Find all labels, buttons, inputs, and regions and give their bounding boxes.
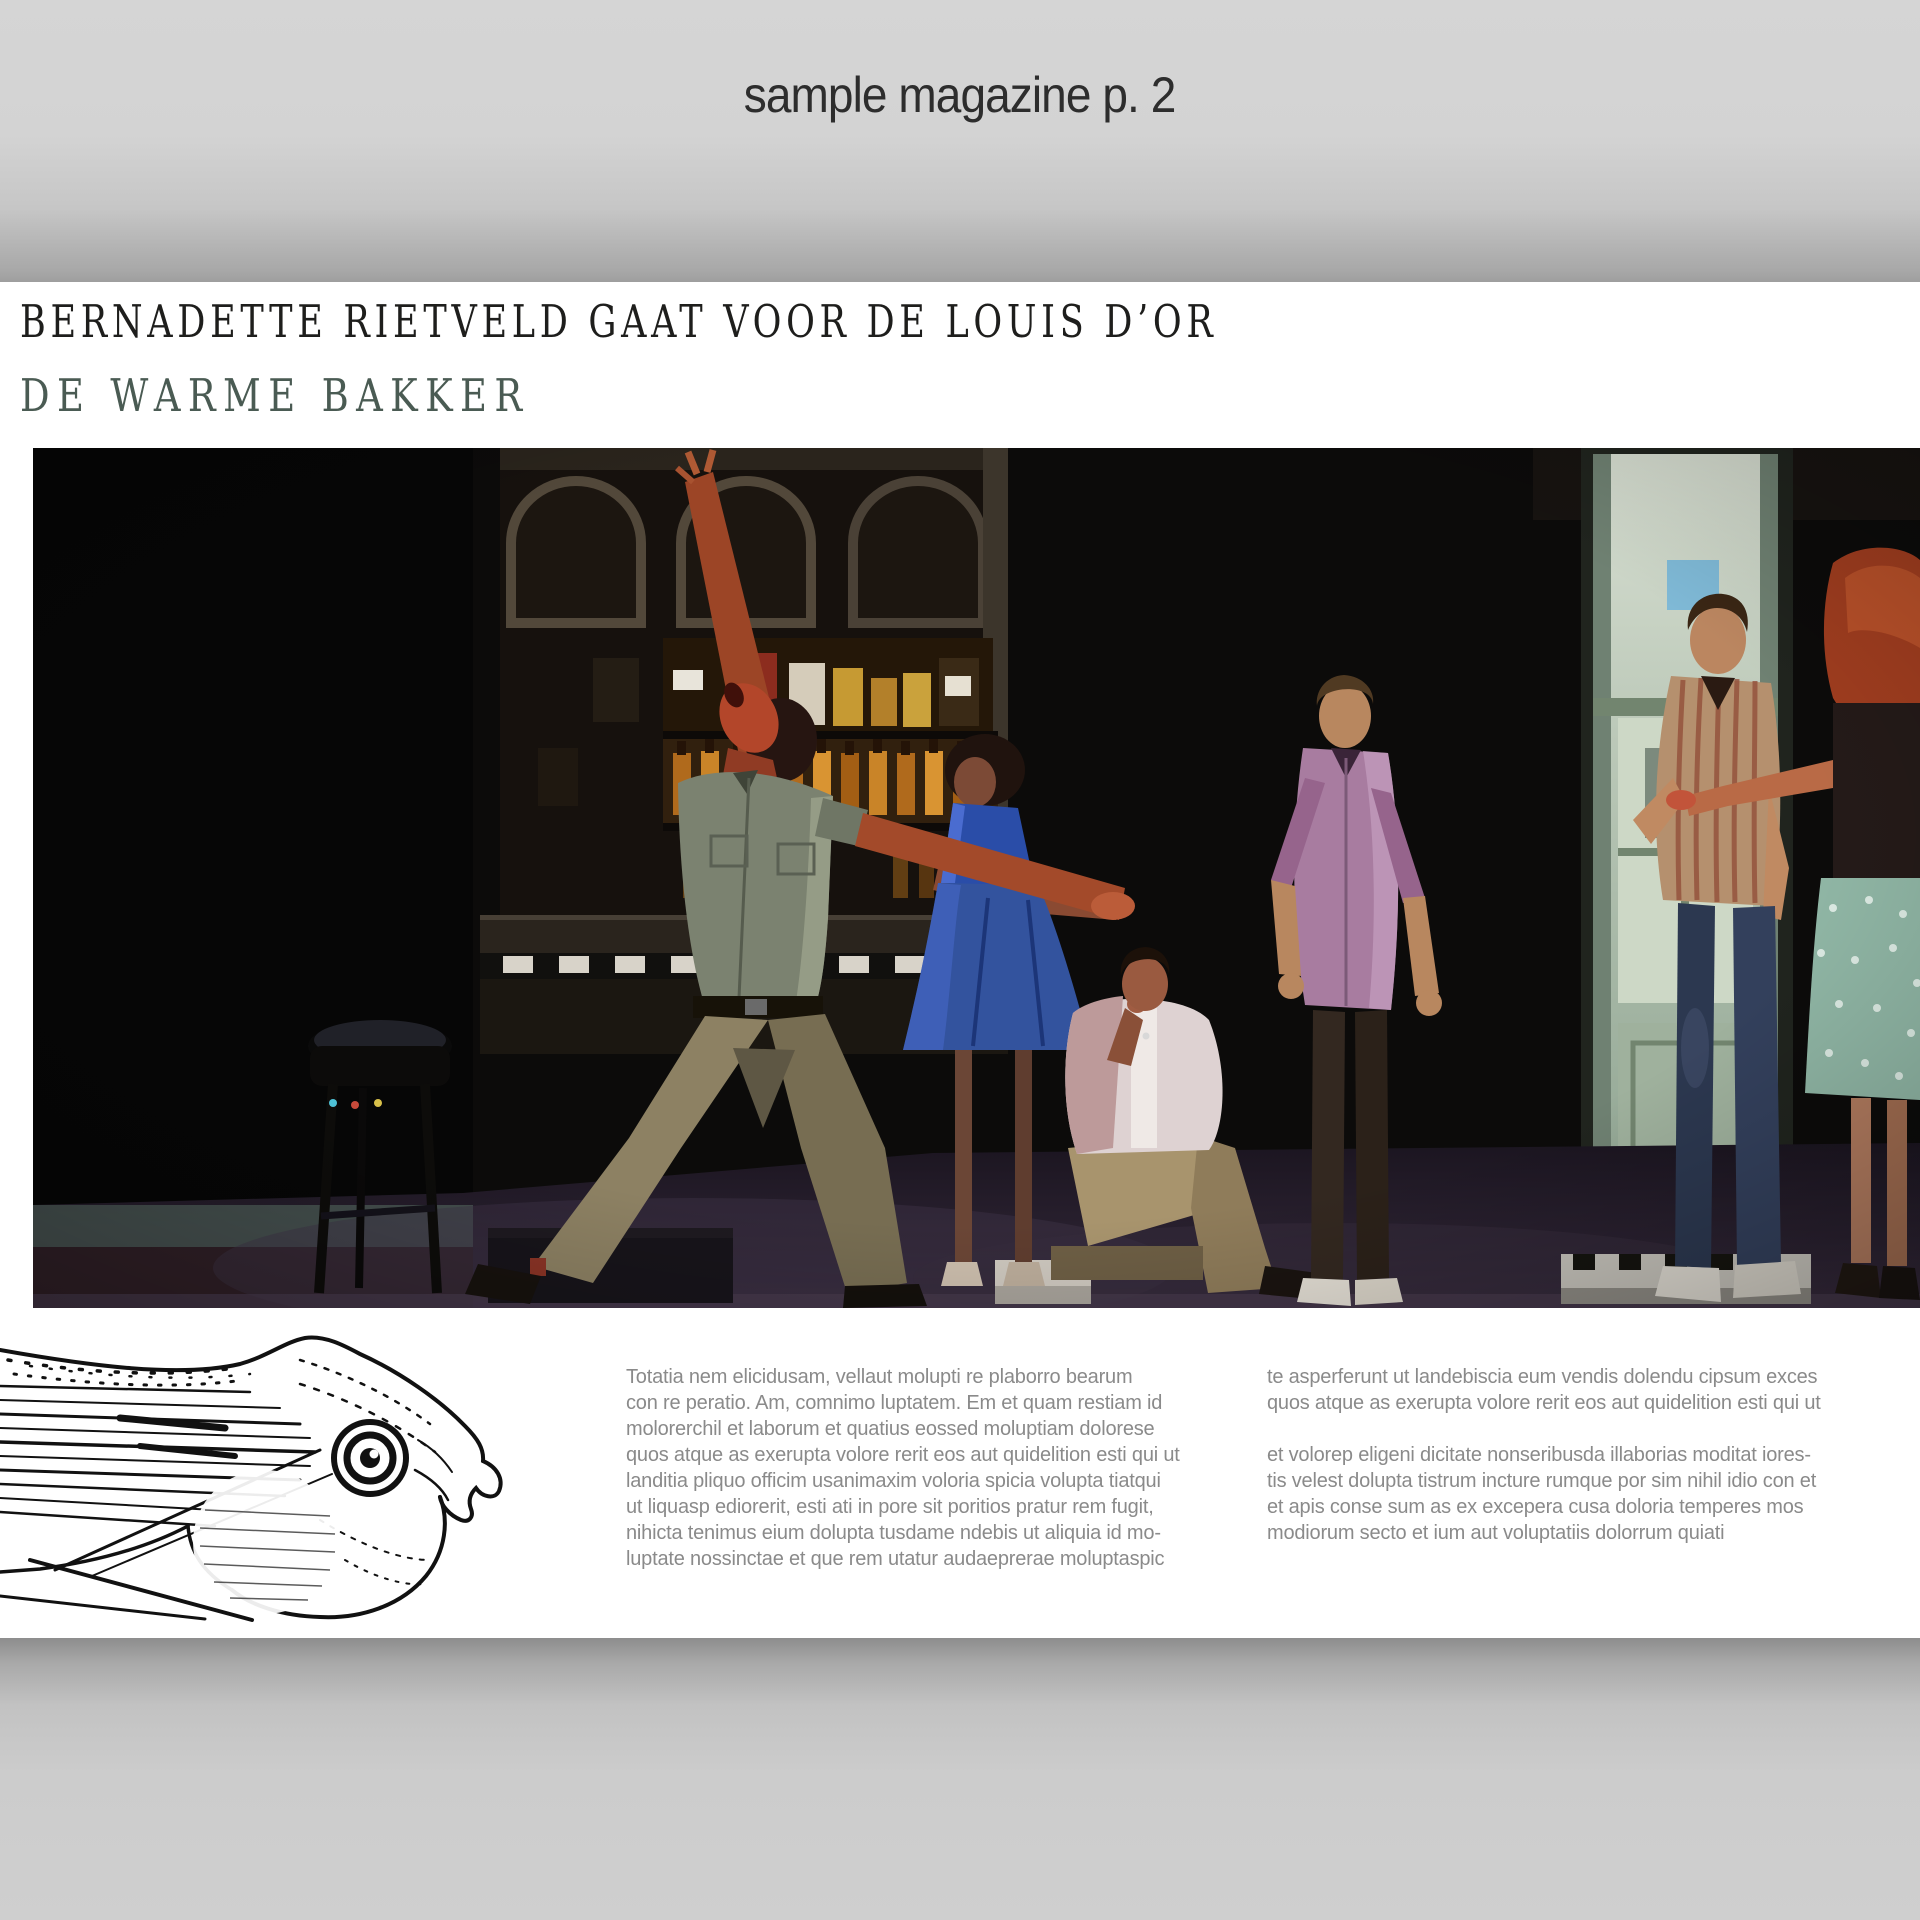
body-line: et volorep eligeni dicitate nonseribusda illaborias moditat iores-: [1267, 1444, 1811, 1466]
article-title: BERNADETTE RIETVELD GAAT VOOR DE LOUIS D’OR: [20, 295, 1218, 348]
body-paragraph: [1267, 1442, 1821, 1546]
body-line: et apis conse sum as ex excepera cusa doloria temperes mos: [1267, 1496, 1804, 1518]
body-line: con re peratio. Am, comnimo luptatem. Em et quam restiam id: [626, 1392, 1163, 1414]
tadpole-illustration: [0, 1320, 505, 1625]
body-line: nihicta tenimus eium dolupta tusdame ndebis ut aliquia id mo-: [626, 1522, 1161, 1544]
body-line: landitia pliquo officim usanimaxim voloria spicia volupta tiatqui: [626, 1470, 1161, 1492]
bottom-gray-band: [0, 1638, 1920, 1920]
page-header-label: sample magazine p. 2: [744, 67, 1176, 123]
body-column-right: [1267, 1364, 1821, 1546]
article-subtitle: DE WARME BAKKER: [20, 369, 530, 422]
vignette: [33, 448, 1920, 1308]
body-line: modiorum secto et ium aut voluptatiis dolorrum quiati: [1267, 1522, 1725, 1544]
stage-photo: [33, 448, 1920, 1308]
page-header: [0, 66, 1920, 124]
body-line: quos atque as exerupta volore rerit eos aut quidelition esti qui ut: [626, 1444, 1180, 1466]
body-line: quos atque as exerupta volore rerit eos aut quidelition esti qui ut: [1267, 1392, 1821, 1414]
body-line: tis velest dolupta tistrum incture rumque por sim nihil idio con et: [1267, 1470, 1817, 1492]
body-line: luptate nossinctae et que rem utatur audaeprerae moluptaspic: [626, 1548, 1165, 1570]
body-column-left: [626, 1364, 1180, 1572]
top-gray-band: [0, 0, 1920, 282]
body-line: te asperferunt ut landebiscia eum vendis dolendu cipsum exces: [1267, 1366, 1818, 1388]
body-line: ut liquasp ediorerit, esti ati in pore sit poritios pratur rem fugit,: [626, 1496, 1154, 1518]
body-line: Totatia nem elicidusam, vellaut molupti re plaborro bearum: [626, 1366, 1133, 1388]
body-paragraph: [1267, 1364, 1821, 1416]
tadpole-eye: [334, 1422, 406, 1494]
body-line: molorerchil et laborum et quatius eossed moluptiam dolorese: [626, 1418, 1155, 1440]
